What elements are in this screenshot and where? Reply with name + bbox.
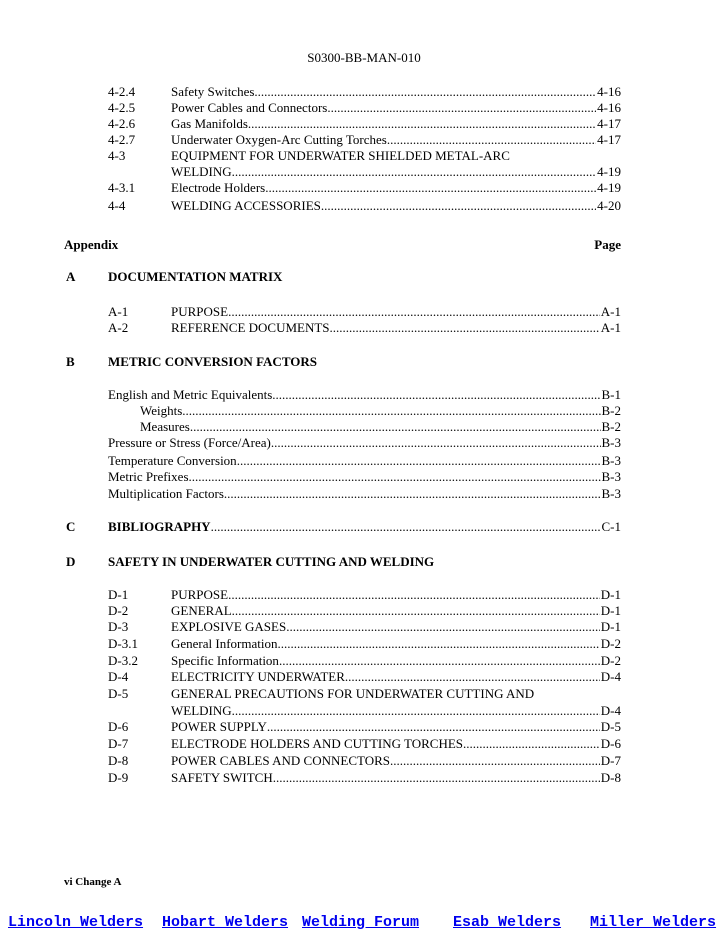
toc-entry-number: D-7 (108, 736, 129, 751)
toc-entry-page: D-2 (600, 653, 621, 668)
appendix-letter: D (66, 554, 76, 569)
toc-entry-continuation (108, 164, 621, 180)
toc-entry-number: D-2 (108, 603, 129, 618)
toc-entry (108, 304, 621, 320)
toc-entry-page: D-2 (600, 636, 621, 651)
toc-entry-page: B-2 (601, 419, 621, 434)
toc-entry-title: PURPOSE (171, 304, 229, 319)
toc-entry-title: ELECTRICITY UNDERWATER (171, 669, 345, 684)
link-esab-welders[interactable]: Esab Welders (453, 914, 562, 931)
toc-entry-title: Underwater Oxygen-Arc Cutting Torches (171, 132, 387, 147)
toc-entry-page: 4-19 (597, 164, 621, 179)
toc-entry-number: 4-4 (108, 198, 126, 213)
toc-entry-title: EXPLOSIVE GASES (171, 619, 287, 634)
toc-entry-number: 4-2.5 (108, 100, 136, 115)
toc-entry-title: POWER SUPPLY (171, 719, 267, 734)
toc-entry-title: General Information (171, 636, 278, 651)
toc-entry (108, 669, 621, 685)
toc-entry-number: 4-3 (108, 148, 126, 163)
toc-entry-continuation (108, 703, 621, 719)
toc-entry (108, 116, 621, 132)
toc-entry (108, 753, 621, 769)
toc-entry-title: GENERAL (171, 603, 232, 618)
toc-entry (108, 686, 621, 702)
appendix-letter: A (66, 269, 76, 284)
toc-entry-number: A-1 (108, 304, 129, 319)
appendix-letter: B (66, 354, 75, 369)
toc-entry-page: 4-16 (597, 100, 621, 115)
toc-entry (108, 100, 621, 116)
toc-entry (108, 603, 621, 619)
toc-entry-title: WELDING ACCESSORIES (171, 198, 321, 213)
appendix-column-header (64, 237, 621, 253)
appendix-title: SAFETY IN UNDERWATER CUTTING AND WELDING (108, 554, 435, 569)
toc-entry-page: B-3 (601, 453, 621, 468)
toc-entry-number: D-4 (108, 669, 129, 684)
toc-entry (108, 387, 621, 403)
toc-entry-number: D-3.2 (108, 653, 138, 668)
toc-entry-page: D-4 (600, 669, 621, 684)
toc-entry-page: 4-17 (597, 116, 621, 131)
toc-entry (108, 84, 621, 100)
page-footer-note: vi Change A (64, 876, 122, 888)
appendix-label: Appendix (64, 237, 119, 252)
toc-entry-page: D-4 (600, 703, 621, 718)
toc-entry-page: 4-16 (597, 84, 621, 99)
toc-entry (108, 736, 621, 752)
toc-entry-title: Safety Switches (171, 84, 255, 99)
appendix-letter: C (66, 519, 76, 534)
toc-entry (108, 180, 621, 196)
toc-entry-page: C-1 (601, 519, 621, 534)
toc-entry-title: REFERENCE DOCUMENTS (171, 320, 330, 335)
toc-entry (108, 719, 621, 735)
link-bar (0, 914, 728, 936)
toc-entry (108, 435, 621, 451)
toc-entry-number: 4-3.1 (108, 180, 136, 195)
toc-entry-number: D-5 (108, 686, 129, 701)
toc-entry-number: 4-2.4 (108, 84, 136, 99)
toc-entry-title: Pressure or Stress (Force/Area) (108, 435, 271, 450)
appendix-title: BIBLIOGRAPHY (108, 519, 211, 534)
toc-entry-title: Weights (140, 403, 183, 418)
link-hobart-welders[interactable]: Hobart Welders (162, 914, 289, 931)
toc-entry-number: D-1 (108, 587, 129, 602)
toc-entry-title: Gas Manifolds (171, 116, 248, 131)
toc-entry (108, 419, 621, 435)
toc-entry-page: 4-19 (597, 180, 621, 195)
toc-entry-number: 4-2.7 (108, 132, 136, 147)
link-welding-forum[interactable]: Welding Forum (302, 914, 420, 931)
toc-entry (108, 653, 621, 669)
toc-entry-title: Electrode Holders (171, 180, 266, 195)
toc-entry-number: A-2 (108, 320, 129, 335)
toc-entry-title: POWER CABLES AND CONNECTORS (171, 753, 390, 768)
toc-entry-title: Power Cables and Connectors (171, 100, 328, 115)
toc-entry-title: WELDING (171, 703, 232, 718)
toc-entry-page: D-6 (600, 736, 621, 751)
toc-entry-page: 4-17 (597, 132, 621, 147)
toc-entry-number: D-8 (108, 753, 129, 768)
toc-entry-page: D-1 (600, 619, 621, 634)
toc-entry-number: 4-2.6 (108, 116, 136, 131)
link-lincoln-welders[interactable]: Lincoln Welders (8, 914, 144, 931)
toc-entry (108, 619, 621, 635)
toc-entry-number: D-9 (108, 770, 129, 785)
toc-entry-page: B-3 (601, 435, 621, 450)
toc-entry (108, 469, 621, 485)
toc-entry-title: Measures (140, 419, 190, 434)
toc-entry-number: D-3.1 (108, 636, 138, 651)
toc-entry (108, 198, 621, 214)
toc-entry (108, 519, 621, 535)
toc-entry (108, 132, 621, 148)
toc-entry-title: WELDING (171, 164, 232, 179)
toc-entry-page: B-3 (601, 486, 621, 501)
toc-entry (108, 403, 621, 419)
toc-entry-page: 4-20 (597, 198, 621, 213)
toc-entry-number: D-3 (108, 619, 129, 634)
toc-entry-title: English and Metric Equivalents (108, 387, 273, 402)
appendix-a-heading (66, 268, 621, 286)
page-label: Page (594, 237, 621, 252)
toc-entry-title: GENERAL PRECAUTIONS FOR UNDERWATER CUTTING AND (171, 686, 535, 701)
toc-entry-page: D-1 (600, 603, 621, 618)
toc-entry-title: Metric Prefixes (108, 469, 189, 484)
toc-entry-page: D-8 (600, 770, 621, 785)
toc-entry-title: SAFETY SWITCH (171, 770, 273, 785)
appendix-b-heading (66, 353, 621, 371)
toc-entry-page: D-5 (600, 719, 621, 734)
toc-entry (108, 770, 621, 786)
toc-entry (108, 486, 621, 502)
toc-entry-title: Multiplication Factors (108, 486, 224, 501)
toc-entry-page: A-1 (600, 320, 621, 335)
appendix-d-heading (66, 553, 621, 571)
toc-entry-page: A-1 (600, 304, 621, 319)
toc-entry (108, 453, 621, 469)
toc-entry-page: B-2 (601, 403, 621, 418)
link-miller-welders[interactable]: Miller Welders (590, 914, 717, 931)
toc-entry-page: B-3 (601, 469, 621, 484)
appendix-title: DOCUMENTATION MATRIX (108, 269, 283, 284)
toc-entry (108, 636, 621, 652)
toc-entry-title: Specific Information (171, 653, 279, 668)
toc-entry-number: D-6 (108, 719, 129, 734)
toc-entry-page: D-1 (600, 587, 621, 602)
toc-entry-title: Temperature Conversion (108, 453, 237, 468)
toc-entry (108, 587, 621, 603)
toc-entry-page: D-7 (600, 753, 621, 768)
doc-id: S0300-BB-MAN-010 (307, 50, 421, 65)
toc-entry (108, 320, 621, 336)
appendix-title: METRIC CONVERSION FACTORS (108, 354, 317, 369)
toc-entry (108, 148, 621, 164)
toc-entry-page: B-1 (601, 387, 621, 402)
toc-entry-title: PURPOSE (171, 587, 229, 602)
toc-entry-title: ELECTRODE HOLDERS AND CUTTING TORCHES (171, 736, 464, 751)
toc-entry-title: EQUIPMENT FOR UNDERWATER SHIELDED METAL-ARC (171, 148, 510, 163)
